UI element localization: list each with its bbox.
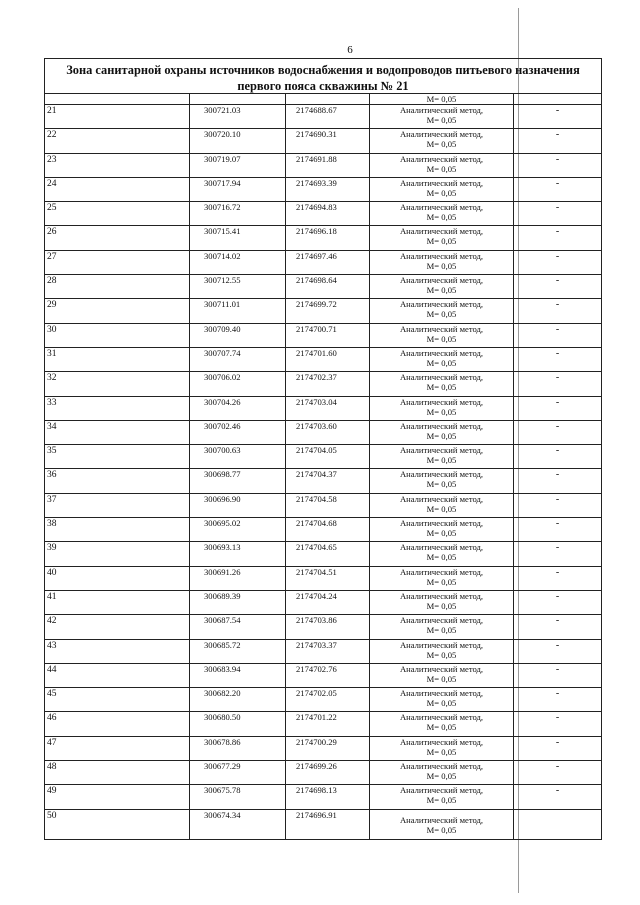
- cell-method: [370, 664, 514, 687]
- cell-num: 32: [45, 372, 190, 395]
- cell-y: 2174696.91: [286, 810, 370, 839]
- cell-y: 2174698.64: [286, 275, 370, 298]
- table-row: [45, 542, 601, 566]
- cell-y: 2174703.04: [286, 397, 370, 420]
- cell-y: [286, 94, 370, 104]
- cell-dash: -: [555, 518, 560, 530]
- cell-y: 2174688.67: [286, 105, 370, 128]
- cell-dash: -: [555, 299, 560, 311]
- cell-dash: -: [555, 542, 560, 554]
- cell-num: 21: [45, 105, 190, 128]
- method-line-1: Аналитический метод,: [399, 226, 484, 237]
- method-line-2: M= 0,05: [426, 309, 457, 320]
- cell-method: [370, 810, 514, 839]
- cell-y: 2174693.39: [286, 178, 370, 201]
- cell-method: [370, 251, 514, 274]
- cell-method: [370, 421, 514, 444]
- cell-dash: -: [555, 226, 560, 238]
- table-row: [45, 591, 601, 615]
- table-row: [45, 737, 601, 761]
- cell-y: 2174703.37: [286, 640, 370, 663]
- heading-line-2: первого пояса скважины № 21: [237, 79, 409, 93]
- cell-num: 36: [45, 469, 190, 492]
- cell-num: 39: [45, 542, 190, 565]
- table-row: [45, 469, 601, 493]
- method-line-1: Аналитический метод,: [399, 299, 484, 310]
- cell-num: 45: [45, 688, 190, 711]
- cell-y: 2174699.26: [286, 761, 370, 784]
- cell-y: 2174694.83: [286, 202, 370, 225]
- cell-dash: -: [555, 615, 560, 627]
- cell-x: 300709.40: [190, 324, 286, 347]
- table-row: [45, 105, 601, 129]
- cell-x: 300675.78: [190, 785, 286, 808]
- cell-method: [370, 567, 514, 590]
- cell-y: 2174702.05: [286, 688, 370, 711]
- method-line-1: Аналитический метод,: [399, 372, 484, 383]
- method-line-1: Аналитический метод,: [399, 420, 484, 431]
- cell-num: 37: [45, 494, 190, 517]
- cell-x: 300720.10: [190, 129, 286, 152]
- cell-dash: -: [555, 639, 560, 651]
- method-line-1: Аналитический метод,: [399, 761, 484, 772]
- cell-method: [370, 275, 514, 298]
- cell-num: 43: [45, 640, 190, 663]
- method-line-2: M= 0,05: [426, 722, 457, 733]
- cell-num: [45, 94, 190, 104]
- cell-method: [370, 129, 514, 152]
- method-line-1: Аналитический метод,: [399, 518, 484, 529]
- cell-y: 2174700.29: [286, 737, 370, 760]
- cell-y: 2174698.13: [286, 785, 370, 808]
- table-row: [45, 688, 601, 712]
- cell-y: 2174704.37: [286, 469, 370, 492]
- cell-method: [370, 688, 514, 711]
- cell-num: 25: [45, 202, 190, 225]
- method-line-2: M= 0,05: [426, 600, 457, 611]
- method-line-1: Аналитический метод,: [399, 105, 484, 115]
- cell-dash: -: [555, 202, 560, 214]
- cell-y: 2174699.72: [286, 299, 370, 322]
- table-row: [45, 518, 601, 542]
- table-row: [45, 664, 601, 688]
- cell-num: 50: [45, 810, 190, 839]
- page-number: 6: [347, 44, 353, 56]
- method-line-1: Аналитический метод,: [399, 814, 484, 825]
- cell-num: 33: [45, 397, 190, 420]
- method-line-1: Аналитический метод,: [399, 153, 484, 164]
- cell-x: 300721.03: [190, 105, 286, 128]
- cell-num: 40: [45, 567, 190, 590]
- method-line-2: M= 0,05: [426, 455, 457, 466]
- table-row: [45, 299, 601, 323]
- cell-dash: -: [555, 566, 560, 578]
- method-line-1: Аналитический метод,: [399, 129, 484, 140]
- method-line-2: M= 0,05: [426, 430, 457, 441]
- table-row: [45, 397, 601, 421]
- table-row: [45, 810, 601, 839]
- method-line-2: M= 0,05: [426, 260, 457, 271]
- table-row: [45, 421, 601, 445]
- cell-num: 24: [45, 178, 190, 201]
- method-line-1: Аналитический метод,: [399, 275, 484, 286]
- cell-method: [370, 591, 514, 614]
- cell-x: 300680.50: [190, 712, 286, 735]
- method-line-1: Аналитический метод,: [399, 202, 484, 213]
- cell-x: 300714.02: [190, 251, 286, 274]
- table-row-partial: [45, 94, 601, 105]
- cell-dash: -: [555, 396, 560, 408]
- table-row: [45, 251, 601, 275]
- cell-y: 2174697.46: [286, 251, 370, 274]
- cell-method: [370, 615, 514, 638]
- cell-x: 300674.34: [190, 810, 286, 839]
- table-row: [45, 494, 601, 518]
- cell-num: 47: [45, 737, 190, 760]
- cell-x: 300678.86: [190, 737, 286, 760]
- cell-dash: [514, 94, 601, 104]
- method-line-1: Аналитический метод,: [399, 688, 484, 699]
- method-line-2: M= 0,05: [426, 187, 457, 198]
- cell-num: 42: [45, 615, 190, 638]
- heading-line-1: Зона санитарной охраны источников водоснабжения и водопроводов питьевого назначения: [66, 63, 580, 77]
- cell-x: 300719.07: [190, 154, 286, 177]
- method-line-1: Аналитический метод,: [399, 323, 484, 334]
- method-line-1: Аналитический метод,: [399, 177, 484, 188]
- cell-y: 2174703.60: [286, 421, 370, 444]
- cell-x: 300685.72: [190, 640, 286, 663]
- table-row: [45, 372, 601, 396]
- cell-x: 300712.55: [190, 275, 286, 298]
- method-line-2: M= 0,05: [426, 625, 457, 636]
- method-line-2: M= 0,05: [426, 163, 457, 174]
- method-line-1: Аналитический метод,: [399, 712, 484, 723]
- cell-method: [370, 761, 514, 784]
- table-row: [45, 154, 601, 178]
- method-line-2: M= 0,05: [426, 824, 457, 835]
- method-line-1: Аналитический метод,: [399, 639, 484, 650]
- method-line-1: Аналитический метод,: [399, 615, 484, 626]
- cell-y: 2174704.05: [286, 445, 370, 468]
- cell-x: 300716.72: [190, 202, 286, 225]
- cell-dash: -: [555, 736, 560, 748]
- cell-x: 300677.29: [190, 761, 286, 784]
- cell-y: 2174704.65: [286, 542, 370, 565]
- cell-num: 49: [45, 785, 190, 808]
- cell-method: [370, 372, 514, 395]
- method-line-2: M= 0,05: [426, 382, 457, 393]
- method-line-2: M= 0,05: [426, 115, 457, 125]
- table-row: [45, 226, 601, 250]
- cell-x: 300715.41: [190, 226, 286, 249]
- cell-method: [370, 154, 514, 177]
- cell-x: 300700.63: [190, 445, 286, 468]
- cell-x: 300691.26: [190, 567, 286, 590]
- cell-dash: -: [555, 372, 560, 384]
- cell-method: [370, 640, 514, 663]
- cell-dash: [514, 810, 601, 839]
- cell-y: 2174701.60: [286, 348, 370, 371]
- method-line-2: M= 0,05: [426, 528, 457, 539]
- method-line-2: M= 0,05: [426, 795, 457, 806]
- cell-y: 2174700.71: [286, 324, 370, 347]
- method-line-2: M= 0,05: [426, 746, 457, 757]
- method-line-2: M= 0,05: [426, 771, 457, 782]
- method-line-2: M= 0,05: [426, 552, 457, 563]
- method-line-2: M= 0,05: [426, 333, 457, 344]
- cell-dash: -: [555, 445, 560, 457]
- cell-method: [370, 712, 514, 735]
- method-line-2: M= 0,05: [426, 479, 457, 490]
- method-line-2: M= 0,05: [426, 698, 457, 709]
- cell-x: 300717.94: [190, 178, 286, 201]
- table-row: [45, 129, 601, 153]
- cell-method: [370, 226, 514, 249]
- table-row: [45, 615, 601, 639]
- table-row: [45, 640, 601, 664]
- cell-x: 300683.94: [190, 664, 286, 687]
- method-line-2: M= 0,05: [426, 406, 457, 417]
- cell-dash: -: [555, 347, 560, 359]
- method-line-1: Аналитический метод,: [399, 566, 484, 577]
- method-line-1: Аналитический метод,: [399, 493, 484, 504]
- method-line-1: Аналитический метод,: [399, 347, 484, 358]
- cell-num: 29: [45, 299, 190, 322]
- cell-y: 2174704.68: [286, 518, 370, 541]
- cell-method: [370, 518, 514, 541]
- cell-x: 300689.39: [190, 591, 286, 614]
- method-line-2: M= 0,05: [426, 357, 457, 368]
- cell-x: 300695.02: [190, 518, 286, 541]
- cell-method: [370, 469, 514, 492]
- cell-dash: -: [555, 761, 560, 773]
- table-row: [45, 567, 601, 591]
- table-row: [45, 178, 601, 202]
- cell-dash: -: [555, 323, 560, 335]
- method-line-1: Аналитический метод,: [399, 469, 484, 480]
- cell-method: [370, 737, 514, 760]
- cell-dash: -: [555, 493, 560, 505]
- method-line-1: Аналитический метод,: [399, 542, 484, 553]
- cell-y: 2174703.86: [286, 615, 370, 638]
- cell-y: 2174704.24: [286, 591, 370, 614]
- cell-num: 26: [45, 226, 190, 249]
- cell-x: 300696.90: [190, 494, 286, 517]
- cell-num: 23: [45, 154, 190, 177]
- method-line-2: M= 0,05: [426, 576, 457, 587]
- cell-dash: -: [555, 250, 560, 262]
- cell-dash: -: [555, 688, 560, 700]
- cell-num: 28: [45, 275, 190, 298]
- table-row: [45, 445, 601, 469]
- cell-y: 2174702.76: [286, 664, 370, 687]
- method-line-2: M= 0,05: [426, 236, 457, 247]
- cell-dash: -: [555, 177, 560, 189]
- cell-y: 2174701.22: [286, 712, 370, 735]
- cell-x: 300707.74: [190, 348, 286, 371]
- table-row: [45, 275, 601, 299]
- cell-method: [370, 348, 514, 371]
- table-row: [45, 348, 601, 372]
- cell-x: 300702.46: [190, 421, 286, 444]
- cell-y: 2174702.37: [286, 372, 370, 395]
- cell-x: 300698.77: [190, 469, 286, 492]
- cell-x: 300693.13: [190, 542, 286, 565]
- cell-num: 35: [45, 445, 190, 468]
- cell-num: 34: [45, 421, 190, 444]
- cell-dash: -: [555, 105, 560, 116]
- method-line-2: M= 0,05: [426, 212, 457, 223]
- cell-method: [370, 178, 514, 201]
- cell-x: 300687.54: [190, 615, 286, 638]
- method-line-2: M= 0,05: [426, 285, 457, 296]
- table-row: [45, 324, 601, 348]
- table-row: [45, 202, 601, 226]
- cell-num: 22: [45, 129, 190, 152]
- cell-y: 2174690.31: [286, 129, 370, 152]
- method-line-1: Аналитический метод,: [399, 590, 484, 601]
- cell-num: 46: [45, 712, 190, 735]
- table-heading: [45, 59, 601, 94]
- method-line-2: M= 0,05: [426, 139, 457, 150]
- cell-method: [370, 324, 514, 347]
- cell-x: 300682.20: [190, 688, 286, 711]
- method-line-1: Аналитический метод,: [399, 445, 484, 456]
- cell-y: 2174691.88: [286, 154, 370, 177]
- cell-dash: -: [555, 785, 560, 797]
- cell-num: 30: [45, 324, 190, 347]
- cell-y: 2174696.18: [286, 226, 370, 249]
- cell-dash: -: [555, 153, 560, 165]
- cell-method: [370, 542, 514, 565]
- cell-num: 27: [45, 251, 190, 274]
- cell-dash: -: [555, 129, 560, 141]
- method-line-1: Аналитический метод,: [399, 250, 484, 261]
- cell-x: 300706.02: [190, 372, 286, 395]
- method-line-2: M= 0,05: [426, 503, 457, 514]
- cell-num: 41: [45, 591, 190, 614]
- cell-dash: -: [555, 590, 560, 602]
- method-line-2: M= 0,05: [426, 673, 457, 684]
- method-line-2: M= 0,05: [426, 649, 457, 660]
- table-row: [45, 761, 601, 785]
- cell-dash: -: [555, 469, 560, 481]
- cell-method: [370, 202, 514, 225]
- cell-y: 2174704.58: [286, 494, 370, 517]
- method-line-1: Аналитический метод,: [399, 785, 484, 796]
- method-line-1: Аналитический метод,: [399, 736, 484, 747]
- cell-num: 38: [45, 518, 190, 541]
- cell-x: [190, 94, 286, 104]
- cell-method: [370, 105, 514, 128]
- cell-method: M= 0,05: [370, 94, 514, 104]
- cell-dash: -: [555, 663, 560, 675]
- cell-dash: -: [555, 420, 560, 432]
- cell-num: 31: [45, 348, 190, 371]
- cell-num: 44: [45, 664, 190, 687]
- cell-method: [370, 445, 514, 468]
- method-line-1: Аналитический метод,: [399, 663, 484, 674]
- cell-method: [370, 299, 514, 322]
- cell-x: 300711.01: [190, 299, 286, 322]
- cell-x: 300704.26: [190, 397, 286, 420]
- cell-method: [370, 397, 514, 420]
- cell-y: 2174704.51: [286, 567, 370, 590]
- method-line-1: Аналитический метод,: [399, 396, 484, 407]
- cell-dash: -: [555, 712, 560, 724]
- cell-num: 48: [45, 761, 190, 784]
- table-row: [45, 712, 601, 736]
- cell-method: [370, 785, 514, 808]
- cell-method: [370, 494, 514, 517]
- cell-dash: -: [555, 275, 560, 287]
- table-row: [45, 785, 601, 809]
- coordinates-table: [44, 58, 602, 840]
